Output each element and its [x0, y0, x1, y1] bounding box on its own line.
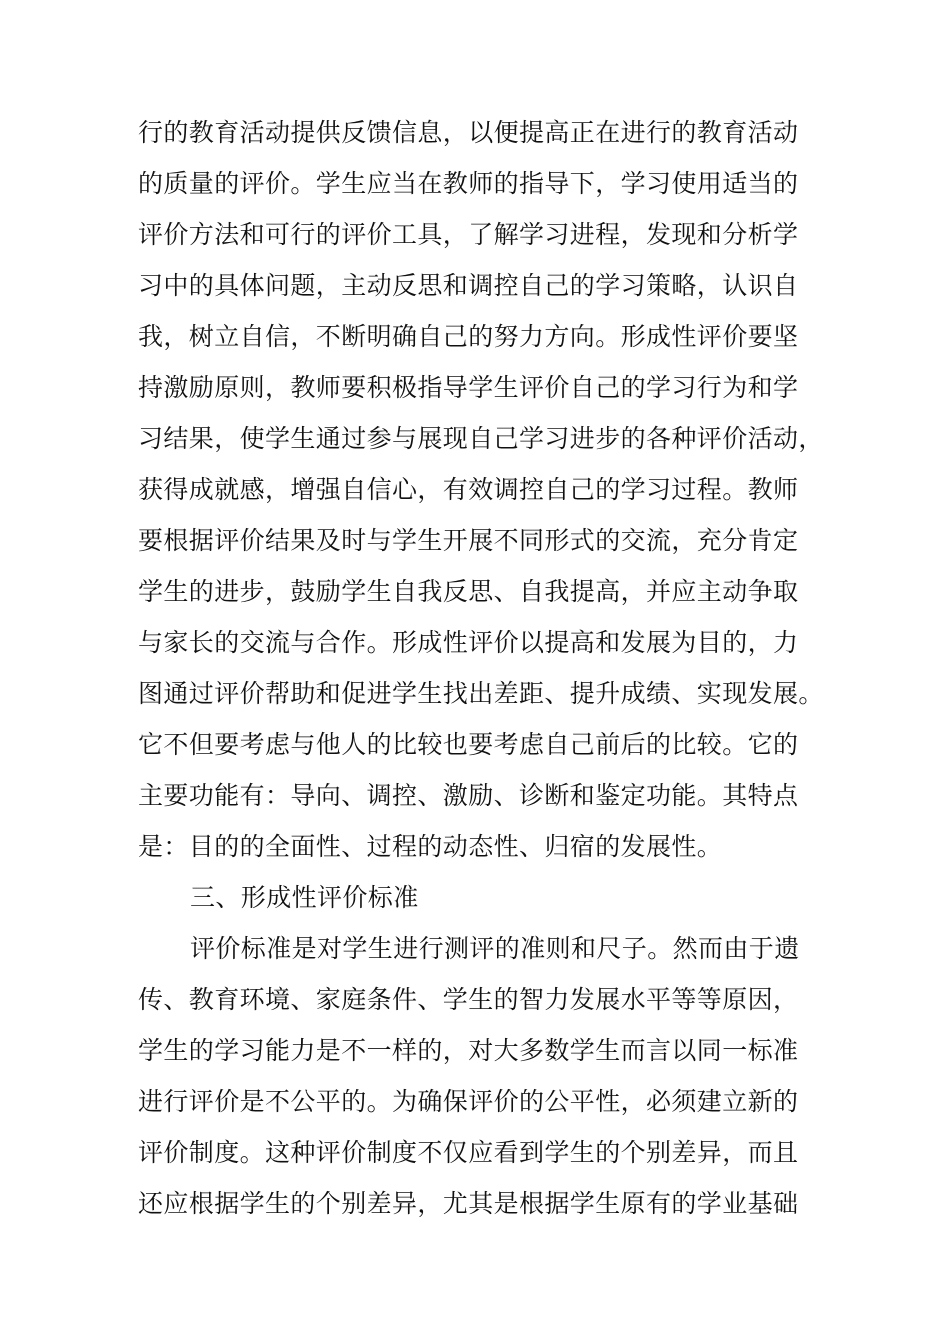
text-line: 评价方法和可行的评价工具，了解学习进程，发现和分析学 [138, 220, 799, 249]
text-line: 行的教育活动提供反馈信息，以便提高正在进行的教育活动 [138, 118, 799, 147]
text-line: 我，树立自信，不断明确自己的努力方向。形成性评价要坚 [138, 322, 799, 351]
text-line: 习中的具体问题，主动反思和调控自己的学习策略，认识自 [138, 271, 799, 300]
text-line: 的质量的评价。学生应当在教师的指导下，学习使用适当的 [138, 169, 799, 198]
text-line: 学生的进步，鼓励学生自我反思、自我提高，并应主动争取 [138, 577, 799, 606]
text-line: 主要功能有：导向、调控、激励、诊断和鉴定功能。其特点 [138, 781, 799, 810]
text-line: 要根据评价结果及时与学生开展不同形式的交流，充分肯定 [138, 526, 799, 555]
text-line: 习结果，使学生通过参与展现自己学习进步的各种评价活动， [138, 424, 824, 453]
text-line: 学生的学习能力是不一样的，对大多数学生而言以同一标准 [138, 1036, 799, 1065]
text-line: 还应根据学生的个别差异，尤其是根据学生原有的学业基础 [138, 1189, 799, 1218]
text-line: 传、教育环境、家庭条件、学生的智力发展水平等等原因， [138, 985, 799, 1014]
paragraph-first-line: 评价标准是对学生进行测评的准则和尺子。然而由于遗 [190, 934, 800, 963]
text-line: 评价制度。这种评价制度不仅应看到学生的个别差异，而且 [138, 1138, 799, 1167]
text-line: 它不但要考虑与他人的比较也要考虑自己前后的比较。它的 [138, 730, 799, 759]
text-line: 与家长的交流与合作。形成性评价以提高和发展为目的，力 [138, 628, 799, 657]
text-line: 持激励原则，教师要积极指导学生评价自己的学习行为和学 [138, 373, 799, 402]
section-heading: 三、形成性评价标准 [190, 883, 419, 912]
text-line: 获得成就感，增强自信心，有效调控自己的学习过程。教师 [138, 475, 799, 504]
text-line: 进行评价是不公平的。为确保评价的公平性，必须建立新的 [138, 1087, 799, 1116]
text-line: 图通过评价帮助和促进学生找出差距、提升成绩、实现发展。 [138, 679, 824, 708]
text-line: 是：目的的全面性、过程的动态性、归宿的发展性。 [138, 832, 723, 861]
